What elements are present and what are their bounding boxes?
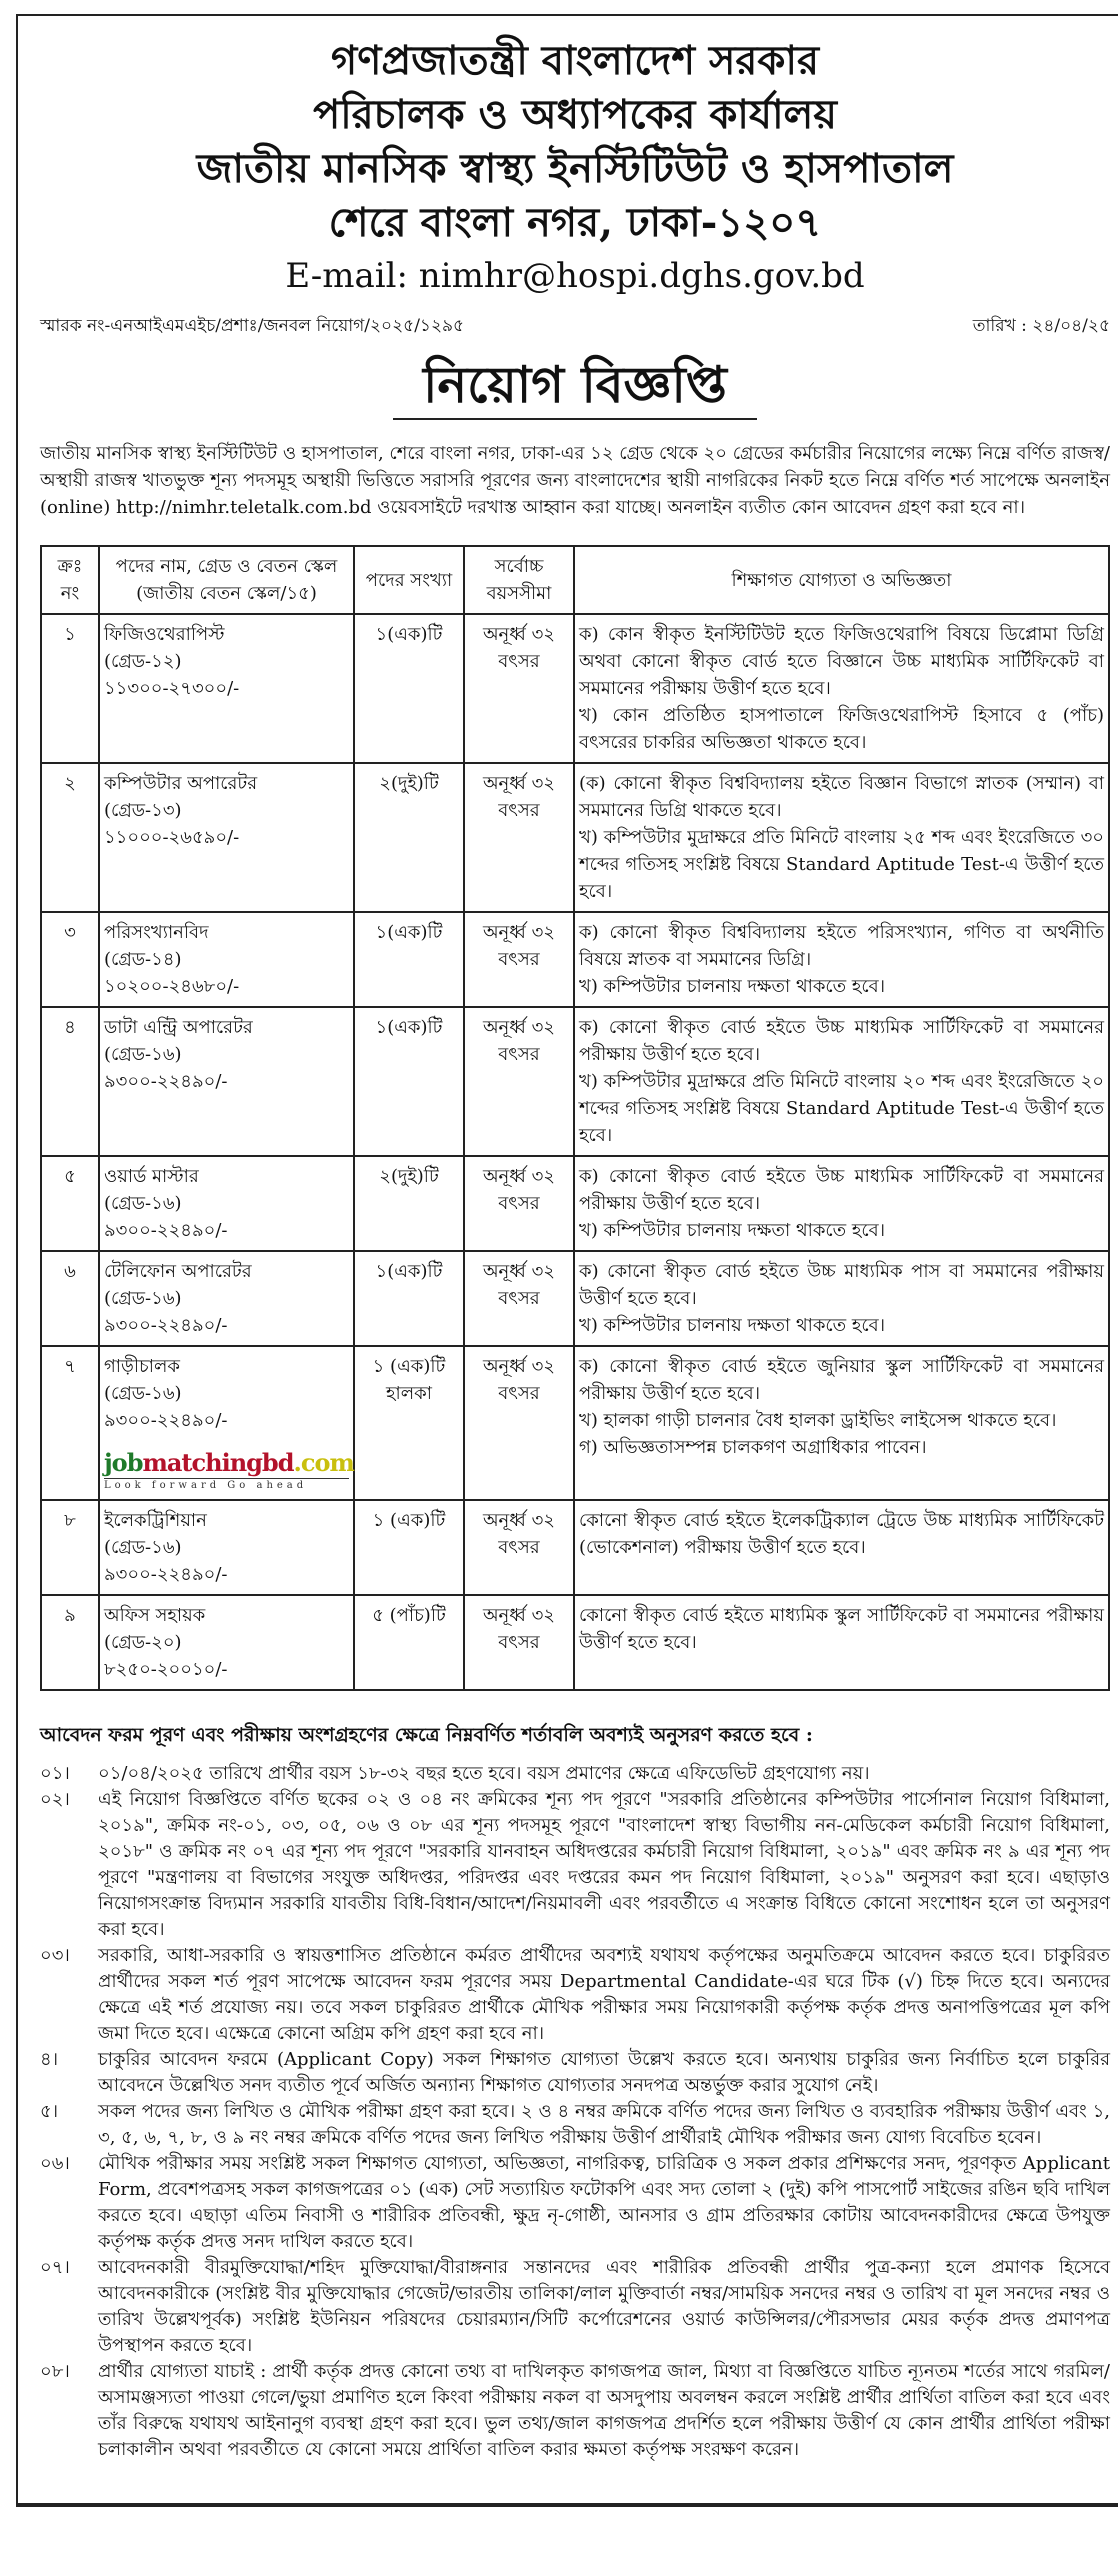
post-cell	[99, 1500, 354, 1595]
table-row	[41, 1251, 1109, 1346]
table-row	[41, 1500, 1109, 1595]
age-limit: অনূর্ধ্ব ৩২ বৎসর	[464, 1500, 574, 1595]
condition-item	[40, 2255, 1110, 2359]
qualification-line: ক) কোনো স্বীকৃত বোর্ড হইতে উচ্চ মাধ্যমিক পাস বা সমমানের পরীক্ষায় উত্তীর্ণ হতে হবে।	[579, 1261, 1104, 1309]
serial-cell: ৯	[41, 1595, 99, 1690]
post-cell	[99, 1251, 354, 1346]
age-limit: অনূর্ধ্ব ৩২ বৎসর	[464, 912, 574, 1007]
table-row	[41, 1156, 1109, 1251]
post-grade: (গ্রেড-১৬)	[104, 1044, 182, 1065]
intro-paragraph: জাতীয় মানসিক স্বাস্থ্য ইনস্টিটিউট ও হাসপাতাল, শেরে বাংলা নগর, ঢাকা-এর ১২ গ্রেড থেকে ২০ গ্রেডের কর্মচারীর নিয়োগের লক্ষ্যে নিম্নে বর্ণিত রাজস্ব/অস্থায়ী রাজস্ব খাতভুক্ত শূন্য পদসমূহ অস্থায়ী ভিত্তিতে সরাসরি পূরণের জন্য বাংলাদেশের স্থায়ী নাগরিকের নিকট হতে নিম্নে বর্ণিত শর্ত সাপেক্ষে অনলাইন (online) http://nimhr.teletalk.com.bd ওয়েবসাইটে দরখাস্ত আহ্বান করা যাচ্ছে। অনলাইন ব্যতীত কোন আবেদন গ্রহণ করা হবে না।	[40, 443, 1110, 518]
condition-item	[40, 1787, 1110, 1943]
pay-scale: ৮২৫০-২০০১০/-	[104, 1659, 228, 1680]
age-limit: অনূর্ধ্ব ৩২ বৎসর	[464, 1251, 574, 1346]
conditions-heading: আবেদন ফরম পূরণ এবং পরীক্ষায় অংশগ্রহণের ক্ষেত্রে নিম্নবর্ণিত শর্তাবলি অবশ্যই অনুসরণ করতে হবে :	[40, 1724, 813, 1746]
condition-number: ০৩।	[40, 1945, 70, 1966]
post-cell	[99, 614, 354, 763]
condition-text: ০১/০৪/২০২৫ তারিখে প্রার্থীর বয়স ১৮-৩২ বছর হতে হবে। বয়স প্রমাণের ক্ষেত্রে এফিডেভিট গ্রহণযোগ্য নয়।	[98, 1763, 870, 1784]
qualification-cell	[574, 1500, 1109, 1595]
post-cell	[99, 763, 354, 912]
pay-scale: ১০২০০-২৪৬৮০/-	[104, 976, 240, 997]
post-name: ওয়ার্ড মাস্টার	[104, 1166, 199, 1187]
notice-title	[40, 352, 1110, 418]
header-office: পরিচালক ও অধ্যাপকের কার্যালয়	[313, 91, 837, 138]
condition-text: সরকারি, আধা-সরকারি ও স্বায়ত্তশাসিত প্রতিষ্ঠানে কর্মরত প্রার্থীদের অবশ্যই যথাযথ কর্তৃপক্ষের অনুমতিক্রমে আবেদন করতে হবে। চাকুরিরত প্রার্থীদের সকল শর্ত পূরণ সাপেক্ষে আবেদন ফরম পূরণের সময় Departmental Candidate-এর ঘরে টিক (√) চিহ্ন দিতে হবে। অন্যদের ক্ষেত্রে এই শর্ত প্রযোজ্য নয়। তবে সকল চাকুরিরত প্রার্থীকে মৌখিক পরীক্ষার সময় নিয়োগকারী কর্তৃপক্ষ কর্তৃক প্রদত্ত অনাপত্তিপত্রের মূল কপি জমা দিতে হবে। এক্ষেত্রে কোনো অগ্রিম কপি গ্রহণ করা হবে না।	[98, 1945, 1110, 2044]
pay-scale: ৯৩০০-২২৪৯০/-	[104, 1220, 228, 1241]
qualification-line: ক) কোন স্বীকৃত ইনস্টিটিউট হতে ফিজিওথেরাপি বিষয়ে ডিপ্লোমা ডিগ্রি অথবা কোনো স্বীকৃত বোর্ড হতে বিজ্ঞানে উচ্চ মাধ্যমিক সার্টিফিকেট বা সমমানের পরীক্ষায় উত্তীর্ণ হতে হবে।	[579, 624, 1104, 699]
table-row	[41, 763, 1109, 912]
condition-text: সকল পদের জন্য লিখিত ও মৌখিক পরীক্ষা গ্রহণ করা হবে। ২ ও ৪ নম্বর ক্রমিকে বর্ণিত পদের জন্য লিখিত ও ব্যবহারিক পরীক্ষায় উত্তীর্ণ এবং ১, ৩, ৫, ৬, ৭, ৮, ও ৯ নং নম্বর ক্রমিকে বর্ণিত পদের জন্য লিখিত পরীক্ষায় উত্তীর্ণ প্রার্থীরাই মৌখিক পরীক্ষার জন্য যোগ্য বিবেচিত হবেন।	[98, 2101, 1110, 2148]
table-row	[41, 912, 1109, 1007]
condition-text: চাকুরির আবেদন ফরমে (Applicant Copy) সকল শিক্ষাগত যোগ্যতা উল্লেখ করতে হবে। অন্যথায় চাকুরির জন্য নির্বাচিত হলে চাকুরির আবেদনে উল্লেখিত সনদ ব্যতীত পূর্বে অর্জিত অন্যান্য শিক্ষাগত যোগ্যতার সনদপত্র অন্তর্ভুক্ত করার সুযোগ নেই।	[98, 2049, 1110, 2096]
post-grade: (গ্রেড-১২)	[104, 651, 182, 672]
logo-wordmark	[104, 1448, 354, 1478]
qualification-cell	[574, 1251, 1109, 1346]
header-address: শেরে বাংলা নগর, ঢাকা-১২০৭	[328, 199, 822, 246]
pay-scale: ১১০০০-২৬৫৯০/-	[104, 827, 240, 848]
condition-number: ০২।	[40, 1789, 70, 1810]
table-row	[41, 1007, 1109, 1156]
condition-item	[40, 1761, 1110, 1787]
qualification-line: (ক) কোনো স্বীকৃত বিশ্ববিদ্যালয় হইতে বিজ্ঞান বিভাগে স্নাতক (সম্মান) বা সমমানের ডিগ্রি থাকতে হবে।	[579, 773, 1104, 821]
post-grade: (গ্রেড-১৪)	[104, 949, 182, 970]
serial-cell: ৩	[41, 912, 99, 1007]
serial-cell: ২	[41, 763, 99, 912]
header-institute: জাতীয় মানসিক স্বাস্থ্য ইনস্টিটিউট ও হাসপাতাল	[196, 145, 954, 192]
header-count: পদের সংখ্যা	[354, 546, 464, 614]
header-post: পদের নাম, গ্রেড ও বেতন স্কেল (জাতীয় বেতন স্কেল/১৫)	[99, 546, 354, 614]
header-qualification: শিক্ষাগত যোগ্যতা ও অভিজ্ঞতা	[574, 546, 1109, 614]
post-grade: (গ্রেড-১৬)	[104, 1537, 182, 1558]
pay-scale: ৯৩০০-২২৪৯০/-	[104, 1071, 228, 1092]
post-name: গাড়ীচালক	[104, 1356, 180, 1377]
qualification-line: খ) কম্পিউটার চালনায় দক্ষতা থাকতে হবে।	[579, 1220, 886, 1241]
condition-item	[40, 2151, 1110, 2255]
age-limit: অনূর্ধ্ব ৩২ বৎসর	[464, 1007, 574, 1156]
logo-tagline: Look forward Go ahead	[104, 1478, 349, 1493]
post-grade: (গ্রেড-১৬)	[104, 1288, 182, 1309]
post-cell	[99, 1595, 354, 1690]
qualification-line: খ) কম্পিউটার মুদ্রাক্ষরে প্রতি মিনিটে বাংলায় ২৫ শব্দ এবং ইংরেজিতে ৩০ শব্দের গতিসহ সংশ্লিষ্ট বিষয়ে Standard Aptitude Test-এ উত্তীর্ণ হতে হবে।	[579, 827, 1104, 902]
qualification-line: খ) কম্পিউটার চালনায় দক্ষতা থাকতে হবে।	[579, 976, 886, 997]
post-grade: (গ্রেড-২০)	[104, 1632, 182, 1653]
qualification-line: খ) হালকা গাড়ী চালনার বৈধ হালকা ড্রাইভিং লাইসেন্স থাকতে হবে।	[579, 1410, 1057, 1431]
post-count: ১(এক)টি	[354, 614, 464, 763]
memo-number: স্মারক নং-এনআইএমএইচ/প্রশাঃ/জনবল নিয়োগ/২০২৫/১২৯৫	[40, 316, 465, 336]
header-serial: ক্রঃ নং	[41, 546, 99, 614]
logo-part-matchingbd: matchingbd	[142, 1448, 294, 1477]
condition-number: ৪।	[40, 2049, 59, 2070]
post-name: টেলিফোন অপারেটর	[104, 1261, 252, 1282]
post-cell	[99, 1156, 354, 1251]
post-count: ৫ (পাঁচ)টি	[354, 1595, 464, 1690]
post-grade: (গ্রেড-১৬)	[104, 1193, 182, 1214]
condition-text: মৌখিক পরীক্ষার সময় সংশ্লিষ্ট সকল শিক্ষাগত যোগ্যতা, অভিজ্ঞতা, নাগরিকত্ব, চারিত্রিক ও সকল প্রকার প্রশিক্ষণের সনদ, পূরণকৃত Applicant Form, প্রবেশপত্রসহ সকল কাগজপত্রের ০১ (এক) সেট সত্যায়িত ফটোকপি এবং সদ্য তোলা ২ (দুই) কপি পাসপোর্ট সাইজের রঙিন ছবি দাখিল করতে হবে। এছাড়া এতিম নিবাসী ও শারীরিক প্রতিবন্ধী, ক্ষুদ্র নৃ-গোষ্ঠী, আনসার ও গ্রাম প্রতিরক্ষার কোটায় আবেদনকারীদের ক্ষেত্রে উপযুক্ত কর্তৃপক্ষ কর্তৃক প্রদত্ত সনদ দাখিল করতে হবে।	[98, 2153, 1110, 2252]
condition-item	[40, 1943, 1110, 2047]
qualification-line: গ) অভিজ্ঞতাসম্পন্ন চালকগণ অগ্রাধিকার পাবেন।	[579, 1437, 927, 1458]
header-age: সর্বোচ্চ বয়সসীমা	[464, 546, 574, 614]
qualification-line: কোনো স্বীকৃত বোর্ড হইতে ইলেকট্রিক্যাল ট্রেডে উচ্চ মাধ্যমিক সার্টিফিকেট (ভোকেশনাল) পরীক্ষায় উত্তীর্ণ হতে হবে।	[579, 1510, 1104, 1558]
post-cell	[99, 1346, 354, 1500]
serial-cell: ১	[41, 614, 99, 763]
pay-scale: ৯৩০০-২২৪৯০/-	[104, 1410, 228, 1431]
post-name: অফিস সহায়ক	[104, 1605, 206, 1626]
post-count: ২(দুই)টি	[354, 1156, 464, 1251]
post-count: ১ (এক)টি হালকা	[354, 1346, 464, 1500]
condition-text: এই নিয়োগ বিজ্ঞপ্তিতে বর্ণিত ছকের ০২ ও ০৪ নং ক্রমিকের শূন্য পদ পূরণে "সরকারি প্রতিষ্ঠানের কম্পিউটার পার্সোনাল নিয়োগ বিধিমালা, ২০১৯", ক্রমিক নং-০১, ০৩, ০৫, ০৬ ও ০৮ এর শূন্য পদসমূহ পূরণে "বাংলাদেশ স্বাস্থ্য বিভাগীয় নন-মেডিকেল কর্মচারী নিয়োগ বিধিমালা, ২০১৮" ও ক্রমিক নং ০৭ এর শূন্য পদ পূরণে "সরকারি যানবাহন অধিদপ্তরের কর্মচারী নিয়োগ বিধিমালা, ২০১৯" এবং ক্রমিক নং ৯ এর শূন্য পদ পূরণে "মন্ত্রণালয় বা বিভাগের সংযুক্ত অধিদপ্তর, পরিদপ্তর এবং দপ্তরের কমন পদ নিয়োগ বিধিমালা, ২০১৯" অনুসরণ করা হবে। এছাড়াও নিয়োগসংক্রান্ত বিদ্যমান সরকারি যাবতীয় বিধি-বিধান/আদেশ/নিয়মাবলী এবং পরবর্তীতে এ সংক্রান্ত বিধিতে কোনো সংশোধন হলে তা অনুসরণ করা হবে।	[98, 1789, 1110, 1940]
age-limit: অনূর্ধ্ব ৩২ বৎসর	[464, 1595, 574, 1690]
qualification-cell	[574, 763, 1109, 912]
post-grade: (গ্রেড-১৩)	[104, 800, 182, 821]
qualification-line: ক) কোনো স্বীকৃত বোর্ড হইতে জুনিয়ার স্কুল সার্টিফিকেট বা সমমানের পরীক্ষায় উত্তীর্ণ হতে হবে।	[579, 1356, 1104, 1404]
post-count: ২(দুই)টি	[354, 763, 464, 912]
qualification-line: খ) কম্পিউটার মুদ্রাক্ষরে প্রতি মিনিটে বাংলায় ২০ শব্দ এবং ইংরেজিতে ২০ শব্দের গতিসহ সংশ্লিষ্ট বিষয়ে Standard Aptitude Test-এ উত্তীর্ণ হতে হবে।	[579, 1071, 1104, 1146]
post-grade: (গ্রেড-১৬)	[104, 1383, 182, 1404]
post-count: ১(এক)টি	[354, 912, 464, 1007]
qualification-cell	[574, 614, 1109, 763]
memo-row	[40, 314, 1110, 338]
post-name: ফিজিওথেরাপিস্ট	[104, 624, 225, 645]
vacancy-table	[40, 545, 1110, 1691]
condition-item	[40, 2359, 1110, 2463]
qualification-line: খ) কোন প্রতিষ্ঠিত হাসপাতালে ফিজিওথেরাপিস্ট হিসাবে ৫ (পাঁচ) বৎসরের চাকরির অভিজ্ঞতা থাকতে হবে।	[579, 705, 1104, 753]
post-name: পরিসংখ্যানবিদ	[104, 922, 209, 943]
age-limit: অনূর্ধ্ব ৩২ বৎসর	[464, 1156, 574, 1251]
header-government: গণপ্রজাতন্ত্রী বাংলাদেশ সরকার	[331, 37, 819, 84]
post-cell	[99, 912, 354, 1007]
qualification-cell	[574, 1346, 1109, 1500]
condition-text: প্রার্থীর যোগ্যতা যাচাই : প্রার্থী কর্তৃক প্রদত্ত কোনো তথ্য বা দাখিলকৃত কাগজপত্র জাল, মিথ্যা বা বিজ্ঞপ্তিতে যাচিত ন্যূনতম শর্তের সাথে গরমিল/অসামঞ্জস্যতা পাওয়া গেলে/ভুয়া প্রমাণিত হলে কিংবা পরীক্ষায় নকল বা অসদুপায় অবলম্বন করলে সংশ্লিষ্ট প্রার্থীর প্রার্থিতা বাতিল করা হবে এবং তাঁর বিরুদ্ধে যথাযথ আইনানুগ ব্যবস্থা গ্রহণ করা হবে। ভুল তথ্য/জাল কাগজপত্র প্রদর্শিত হলে পরীক্ষায় উত্তীর্ণ যে কোন প্রার্থীর প্রার্থিতা পরীক্ষা চলাকালীন অথবা পরবর্তীতে যে কোনো সময়ে প্রার্থিতা বাতিল করার ক্ষমতা কর্তৃপক্ষ সংরক্ষণ করেন।	[98, 2361, 1110, 2460]
logo-part-com: .com	[293, 1448, 354, 1477]
qualification-line: খ) কম্পিউটার চালনায় দক্ষতা থাকতে হবে।	[579, 1315, 886, 1336]
condition-text: আবেদনকারী বীরমুক্তিযোদ্ধা/শহিদ মুক্তিযোদ্ধা/বীরাঙ্গনার সন্তানদের এবং শারীরিক প্রতিবন্ধী প্রার্থীর পুত্র-কন্যা হলে প্রমাণক হিসেবে আবেদনকারীকে (সংশ্লিষ্ট বীর মুক্তিযোদ্ধার গেজেট/ভারতীয় তালিকা/লাল মুক্তিবার্তা নম্বর/সাময়িক সনদের নম্বর ও তারিখ বা মূল সনদের নম্বর ও তারিখ উল্লেখপূর্বক) সংশ্লিষ্ট ইউনিয়ন পরিষদের চেয়ারম্যান/সিটি কর্পোরেশনের ওয়ার্ড কাউন্সিলর/পৌরসভার মেয়র কর্তৃক প্রদত্ত প্রমাণপত্র উপস্থাপন করতে হবে।	[98, 2257, 1110, 2356]
notice-title-text: নিয়োগ বিজ্ঞপ্তি	[393, 355, 757, 420]
qualification-cell	[574, 1156, 1109, 1251]
condition-number: ৫।	[40, 2101, 59, 2122]
post-name: ডাটা এন্ট্রি অপারেটর	[104, 1017, 253, 1038]
age-limit: অনূর্ধ্ব ৩২ বৎসর	[464, 1346, 574, 1500]
watermark-logo	[104, 1448, 354, 1493]
condition-item	[40, 2099, 1110, 2151]
qualification-line: ক) কোনো স্বীকৃত বোর্ড হইতে উচ্চ মাধ্যমিক সার্টিফিকেট বা সমমানের পরীক্ষায় উত্তীর্ণ হতে হবে।	[579, 1166, 1104, 1214]
qualification-line: ক) কোনো স্বীকৃত বোর্ড হইতে উচ্চ মাধ্যমিক সার্টিফিকেট বা সমমানের পরীক্ষায় উত্তীর্ণ হতে হবে।	[579, 1017, 1104, 1065]
document-border	[16, 14, 1118, 2507]
table-row	[41, 1346, 1109, 1500]
logo-part-job: job	[104, 1448, 143, 1477]
post-name: ইলেকট্রিশিয়ান	[104, 1510, 207, 1531]
serial-cell: ৫	[41, 1156, 99, 1251]
qualification-cell	[574, 1007, 1109, 1156]
qualification-line: ক) কোনো স্বীকৃত বিশ্ববিদ্যালয় হইতে পরিসংখ্যান, গণিত বা অর্থনীতি বিষয়ে স্নাতক বা সমমানের ডিগ্রি।	[579, 922, 1104, 970]
age-limit: অনূর্ধ্ব ৩২ বৎসর	[464, 614, 574, 763]
serial-cell: ৮	[41, 1500, 99, 1595]
post-name: কম্পিউটার অপারেটর	[104, 773, 258, 794]
condition-number: ০৬।	[40, 2153, 70, 2174]
table-header-row	[41, 546, 1109, 614]
serial-cell: ৬	[41, 1251, 99, 1346]
pay-scale: ৯৩০০-২২৪৯০/-	[104, 1564, 228, 1585]
post-count: ১(এক)টি	[354, 1007, 464, 1156]
serial-cell: ৪	[41, 1007, 99, 1156]
pay-scale: ৯৩০০-২২৪৯০/-	[104, 1315, 228, 1336]
qualification-cell	[574, 1595, 1109, 1690]
memo-date: তারিখ : ২৪/০৪/২৫	[972, 316, 1110, 336]
conditions-list	[40, 1761, 1110, 2463]
table-row	[41, 614, 1109, 763]
pay-scale: ১১৩০০-২৭৩০০/-	[104, 678, 240, 699]
condition-number: ০১।	[40, 1763, 70, 1784]
qualification-cell	[574, 912, 1109, 1007]
post-cell	[99, 1007, 354, 1156]
condition-item	[40, 2047, 1110, 2099]
post-count: ১(এক)টি	[354, 1251, 464, 1346]
header-email: E-mail: nimhr@hospi.dghs.gov.bd	[285, 256, 865, 296]
table-row	[41, 1595, 1109, 1690]
qualification-line: কোনো স্বীকৃত বোর্ড হইতে মাধ্যমিক স্কুল সার্টিফিকেট বা সমমানের পরীক্ষায় উত্তীর্ণ হতে হবে।	[579, 1605, 1104, 1653]
condition-number: ০৮।	[40, 2361, 70, 2382]
age-limit: অনূর্ধ্ব ৩২ বৎসর	[464, 763, 574, 912]
condition-number: ০৭।	[40, 2257, 70, 2278]
serial-cell: ৭	[41, 1346, 99, 1500]
post-count: ১ (এক)টি	[354, 1500, 464, 1595]
